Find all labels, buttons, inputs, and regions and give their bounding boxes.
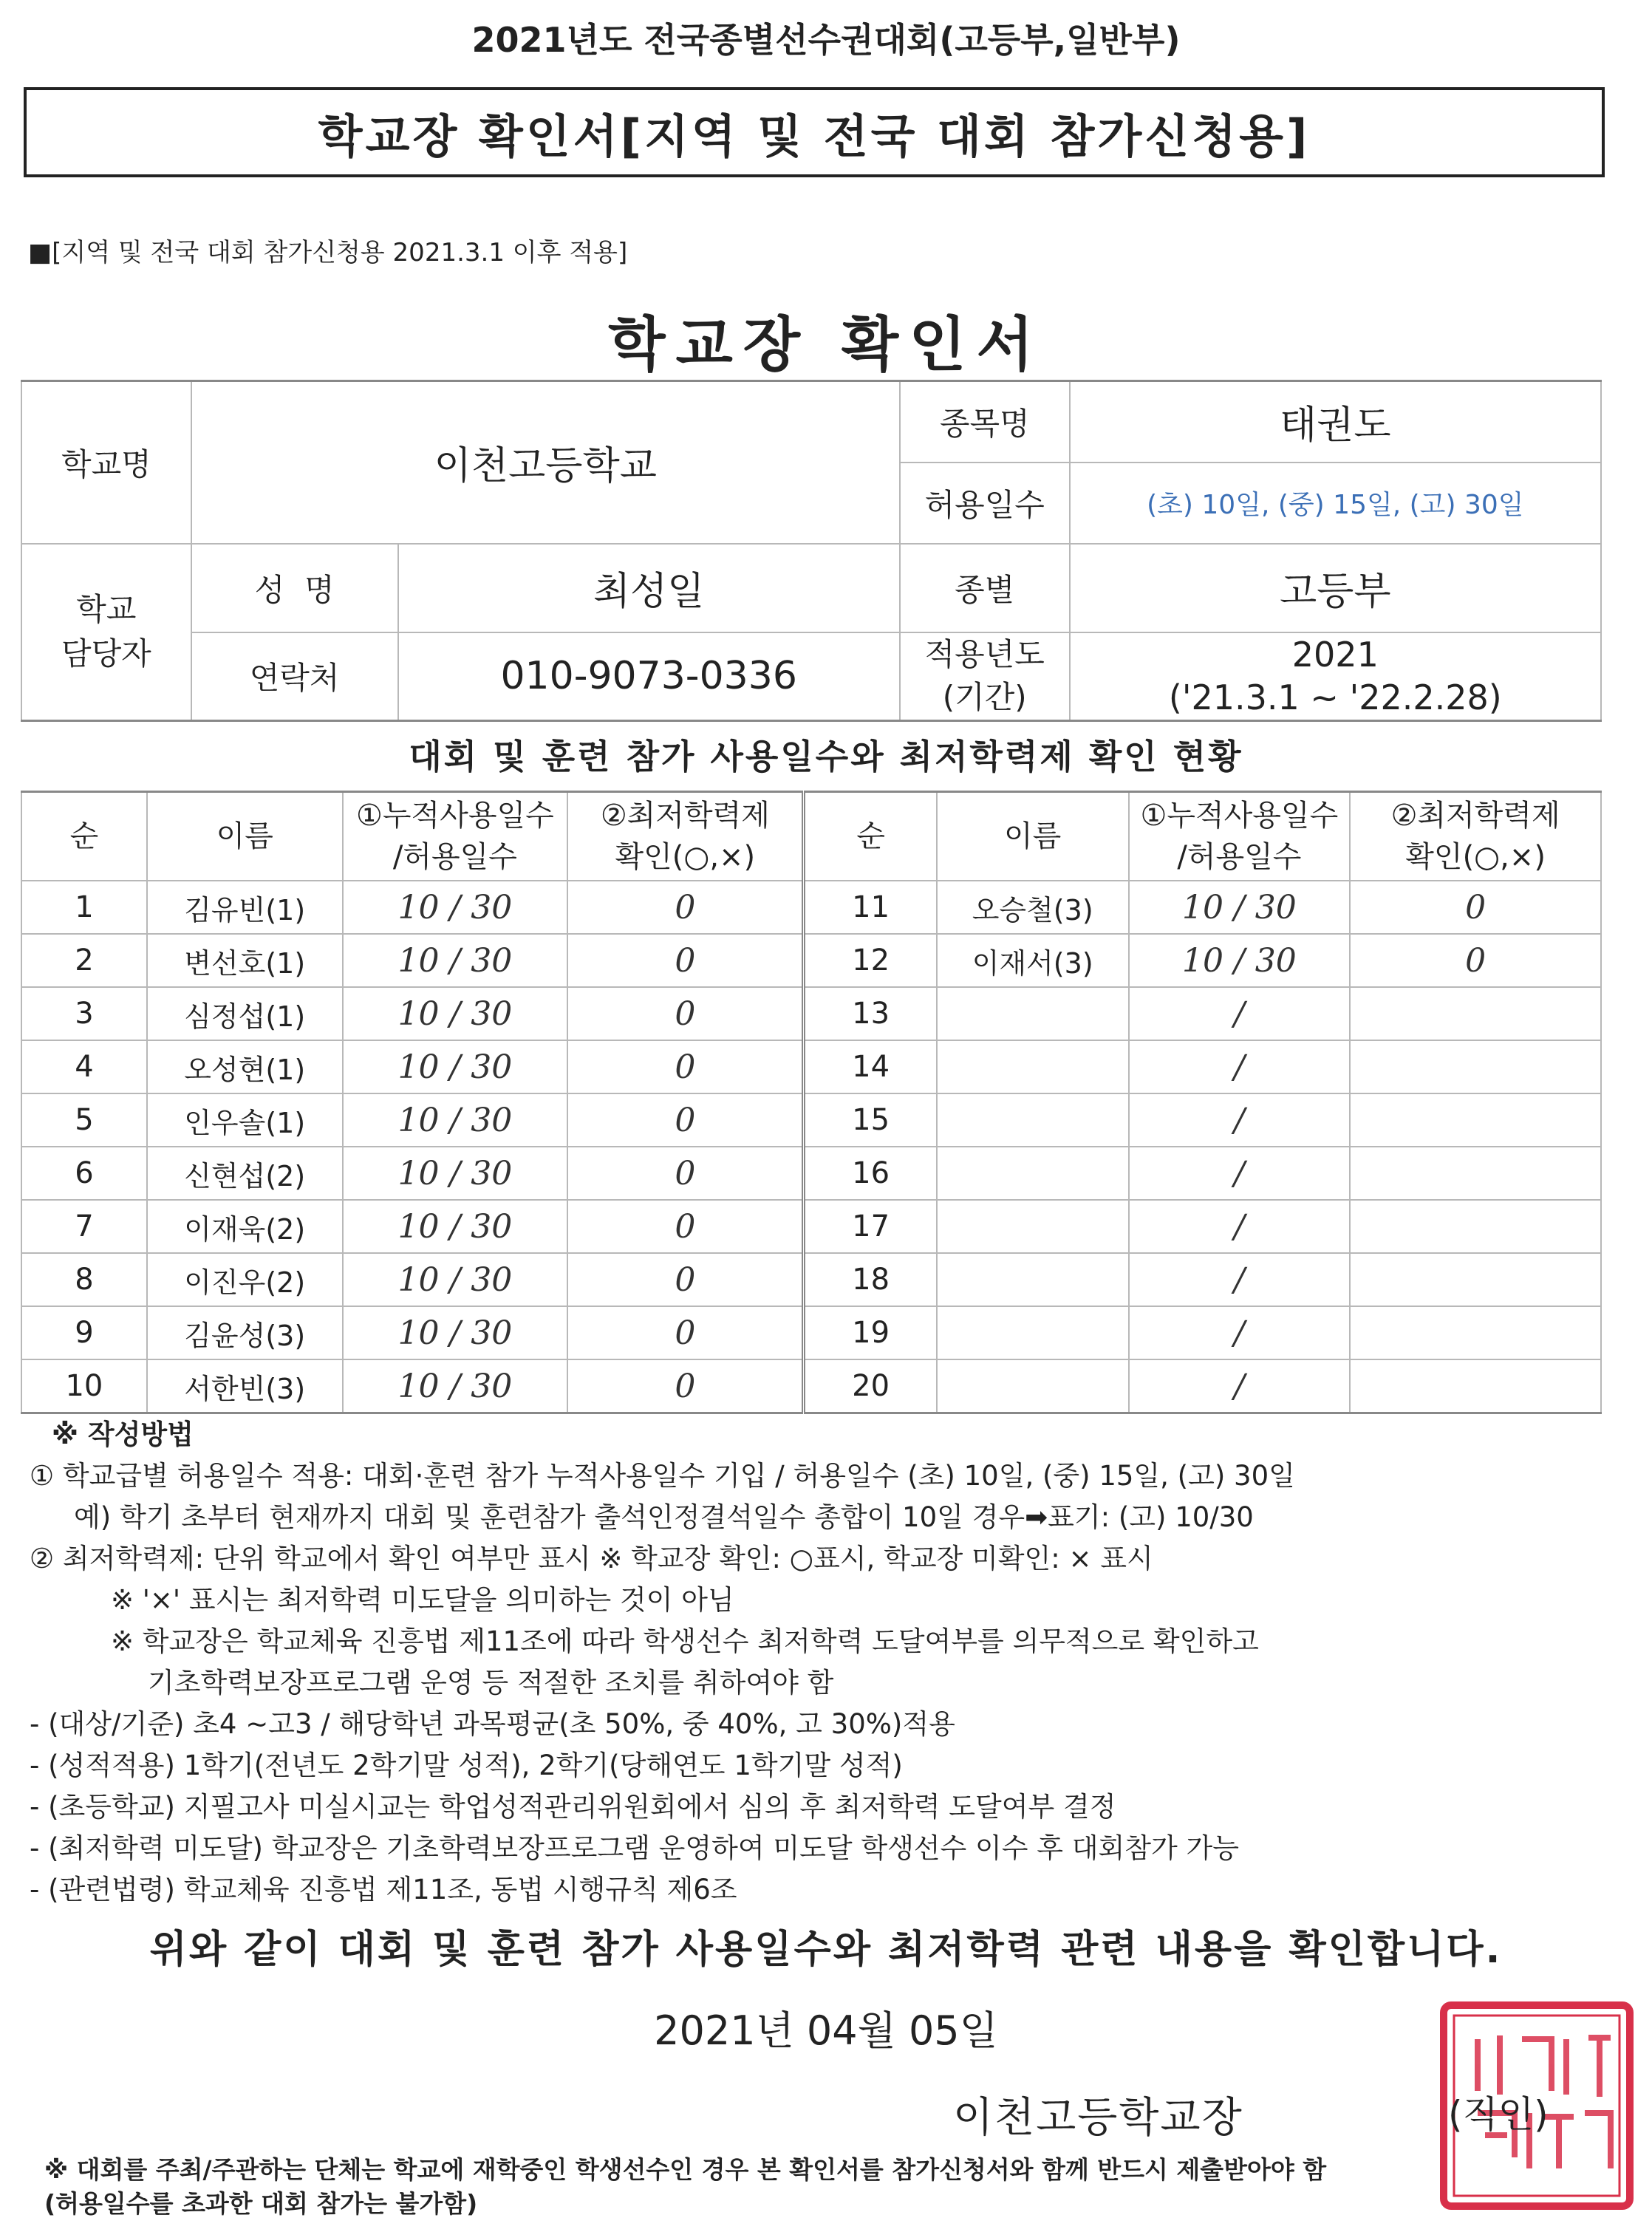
academic-check [1350, 1147, 1601, 1200]
table-row [21, 934, 1601, 987]
school-contact-label: 학교 담당자 [21, 544, 191, 721]
instruction-line: ② 최저학력제: 단위 학교에서 확인 여부만 표시 ※ 학교장 확인: ○표시, 학교장 미확인: × 표시 [30, 1543, 1153, 1574]
days-used: 10 / 30 [343, 1147, 568, 1200]
athlete-name: 이재서(3) [937, 934, 1129, 987]
document-title: 학교장 확인서 [608, 310, 1044, 379]
academic-check: 0 [567, 1093, 804, 1147]
academic-check [1350, 1253, 1601, 1306]
instruction-line: ① 학교급별 허용일수 적용: 대회·훈련 참가 누적사용일수 기입 / 허용일수 (초) 10일, (중) 15일, (고) 30일 [30, 1460, 1295, 1492]
table-row [21, 1200, 1601, 1253]
instruction-line: - (대상/기준) 초4 ~고3 / 해당학년 과목평균(초 50%, 중 40%, 고 30%)적용 [30, 1708, 955, 1740]
athlete-name [937, 1093, 1129, 1147]
row-number: 2 [21, 934, 147, 987]
row-number: 9 [21, 1306, 147, 1359]
header-no: 순 [21, 792, 147, 881]
contact-phone-value: 010-9073-0336 [398, 632, 900, 721]
header-name: 이름 [147, 792, 343, 881]
event-label: 종목명 [900, 381, 1070, 463]
days-used: / [1129, 1147, 1351, 1200]
table-row [21, 1147, 1601, 1200]
row-number: 14 [804, 1040, 937, 1093]
event-value: 태권도 [1070, 381, 1601, 463]
athlete-name [937, 1147, 1129, 1200]
instruction-line: - (최저학력 미도달) 학교장은 기초학력보장프로그램 운영하여 미도달 학생선수 이수 후 대회참가 가능 [30, 1832, 1240, 1864]
header-name-right: 이름 [937, 792, 1129, 881]
instructions-title: ※ 작성방법 [52, 1419, 194, 1450]
row-number: 11 [804, 881, 937, 934]
row-number: 17 [804, 1200, 937, 1253]
days-used: 10 / 30 [343, 1359, 568, 1413]
row-number: 20 [804, 1359, 937, 1413]
table-row [21, 1306, 1601, 1359]
days-used: 10 / 30 [343, 934, 568, 987]
school-name-value: 이천고등학교 [191, 381, 900, 544]
row-number: 1 [21, 881, 147, 934]
row-number: 6 [21, 1147, 147, 1200]
contact-name-value: 최성일 [398, 544, 900, 632]
table-row [21, 987, 1601, 1040]
table-row [21, 1093, 1601, 1147]
academic-check [1350, 1040, 1601, 1093]
row-number: 5 [21, 1093, 147, 1147]
academic-check: 0 [567, 881, 804, 934]
athlete-name: 신현섭(2) [147, 1147, 343, 1200]
athlete-name: 서한빈(3) [147, 1359, 343, 1413]
days-used: 10 / 30 [343, 1040, 568, 1093]
days-used: 10 / 30 [1129, 934, 1351, 987]
year-label: 적용년도 (기간) [900, 632, 1070, 721]
school-info-table [21, 380, 1602, 722]
header-academic-right: ②최저학력제 확인(○,×) [1350, 792, 1601, 881]
division-label: 종별 [900, 544, 1070, 632]
days-used: / [1129, 1040, 1351, 1093]
athlete-name: 김윤성(3) [147, 1306, 343, 1359]
athlete-name: 인우솔(1) [147, 1093, 343, 1147]
allowed-days-value: (초) 10일, (중) 15일, (고) 30일 [1070, 463, 1601, 544]
days-used: 10 / 30 [343, 987, 568, 1040]
year-value: 2021 ('21.3.1 ~ '22.2.28) [1070, 632, 1601, 721]
contact-name-label: 성 명 [191, 544, 398, 632]
days-used: / [1129, 987, 1351, 1040]
athlete-name: 오승철(3) [937, 881, 1129, 934]
instruction-line: - (관련법령) 학교체육 진흥법 제11조, 동법 시행규칙 제6조 [30, 1874, 737, 1905]
days-used: 10 / 30 [343, 1306, 568, 1359]
row-number: 10 [21, 1359, 147, 1413]
school-name-label: 학교명 [21, 381, 191, 544]
contact-phone-label: 연락처 [191, 632, 398, 721]
athlete-name [937, 1253, 1129, 1306]
days-used: 10 / 30 [343, 1093, 568, 1147]
academic-check: 0 [567, 1306, 804, 1359]
competition-title: 2021년도 전국종별선수권대회(고등부,일반부) [471, 20, 1181, 60]
status-section-title: 대회 및 훈련 참가 사용일수와 최저학력제 확인 현황 [409, 737, 1243, 777]
row-number: 8 [21, 1253, 147, 1306]
table-row [21, 1359, 1601, 1413]
academic-check [1350, 987, 1601, 1040]
academic-check: 0 [567, 1147, 804, 1200]
applied-note: ■[지역 및 전국 대회 참가신청용 2021.3.1 이후 적용] [28, 238, 628, 267]
days-used: / [1129, 1093, 1351, 1147]
seal-label: (직인) [1448, 2093, 1549, 2136]
allowed-days-label: 허용일수 [900, 463, 1070, 544]
division-value: 고등부 [1070, 544, 1601, 632]
instruction-line: ※ '×' 표시는 최저학력 미도달을 의미하는 것이 아님 [111, 1584, 734, 1616]
table-row [21, 1040, 1601, 1093]
academic-check [1350, 1093, 1601, 1147]
instruction-line: 기초학력보장프로그램 운영 등 적절한 조치를 취하여야 함 [148, 1667, 834, 1699]
row-number: 12 [804, 934, 937, 987]
athlete-name [937, 1040, 1129, 1093]
instruction-line: - (성적적용) 1학기(전년도 2학기말 성적), 2학기(당해연도 1학기말 성적) [30, 1750, 903, 1781]
academic-check: 0 [567, 934, 804, 987]
table-row [21, 881, 1601, 934]
days-used: 10 / 30 [343, 1200, 568, 1253]
days-used: / [1129, 1306, 1351, 1359]
athlete-name [937, 1359, 1129, 1413]
academic-check: 0 [567, 1200, 804, 1253]
row-number: 15 [804, 1093, 937, 1147]
header-days: ①누적사용일수 /허용일수 [343, 792, 568, 881]
row-number: 3 [21, 987, 147, 1040]
row-number: 4 [21, 1040, 147, 1093]
table-row [21, 1253, 1601, 1306]
header-days-right: ①누적사용일수 /허용일수 [1129, 792, 1351, 881]
instruction-line: - (초등학교) 지필고사 미실시교는 학업성적관리위원회에서 심의 후 최저학력 도달여부 결정 [30, 1791, 1116, 1823]
header-no-right: 순 [804, 792, 937, 881]
athlete-name: 김유빈(1) [147, 881, 343, 934]
athlete-name: 이재욱(2) [147, 1200, 343, 1253]
footer-note: ※ 대회를 주최/주관하는 단체는 학교에 재학중인 학생선수인 경우 본 확인서를 참가신청서와 함께 반드시 제출받아야 함 (허용일수를 초과한 대회 참가는 불가함) [44, 2155, 1327, 2218]
academic-check [1350, 1200, 1601, 1253]
academic-check: 0 [1350, 881, 1601, 934]
confirmation-statement: 위와 같이 대회 및 훈련 참가 사용일수와 최저학력 관련 내용을 확인합니다. [149, 1928, 1503, 1972]
row-number: 18 [804, 1253, 937, 1306]
instructions-section [30, 1414, 1625, 1911]
header-academic: ②최저학력제 확인(○,×) [567, 792, 804, 881]
principal-title: 이천고등학교장 [953, 2094, 1243, 2142]
athlete-name: 오성현(1) [147, 1040, 343, 1093]
academic-check [1350, 1359, 1601, 1413]
days-used: 10 / 30 [1129, 881, 1351, 934]
form-title-box: 학교장 확인서[지역 및 전국 대회 참가신청용] [24, 87, 1605, 177]
days-used: / [1129, 1253, 1351, 1306]
athlete-name: 변선호(1) [147, 934, 343, 987]
instruction-line: ※ 학교장은 학교체육 진흥법 제11조에 따라 학생선수 최저학력 도달여부를 의무적으로 확인하고 [111, 1625, 1259, 1657]
days-used: / [1129, 1359, 1351, 1413]
days-used: / [1129, 1200, 1351, 1253]
row-number: 16 [804, 1147, 937, 1200]
days-used: 10 / 30 [343, 881, 568, 934]
academic-check: 0 [1350, 934, 1601, 987]
athlete-name: 심정섭(1) [147, 987, 343, 1040]
athlete-name [937, 1200, 1129, 1253]
academic-check: 0 [567, 987, 804, 1040]
academic-check: 0 [567, 1040, 804, 1093]
academic-check: 0 [567, 1359, 804, 1413]
athlete-name [937, 987, 1129, 1040]
athlete-table [21, 791, 1602, 1414]
table-header-row [21, 792, 1601, 881]
row-number: 19 [804, 1306, 937, 1359]
athlete-name: 이진우(2) [147, 1253, 343, 1306]
document-date: 2021년 04월 05일 [654, 2007, 998, 2054]
days-used: 10 / 30 [343, 1253, 568, 1306]
academic-check [1350, 1306, 1601, 1359]
athlete-name [937, 1306, 1129, 1359]
instruction-line: 예) 학기 초부터 현재까지 대회 및 훈련참가 출석인정결석일수 총합이 10일 경우➡표기: (고) 10/30 [74, 1501, 1254, 1533]
row-number: 7 [21, 1200, 147, 1253]
row-number: 13 [804, 987, 937, 1040]
academic-check: 0 [567, 1253, 804, 1306]
